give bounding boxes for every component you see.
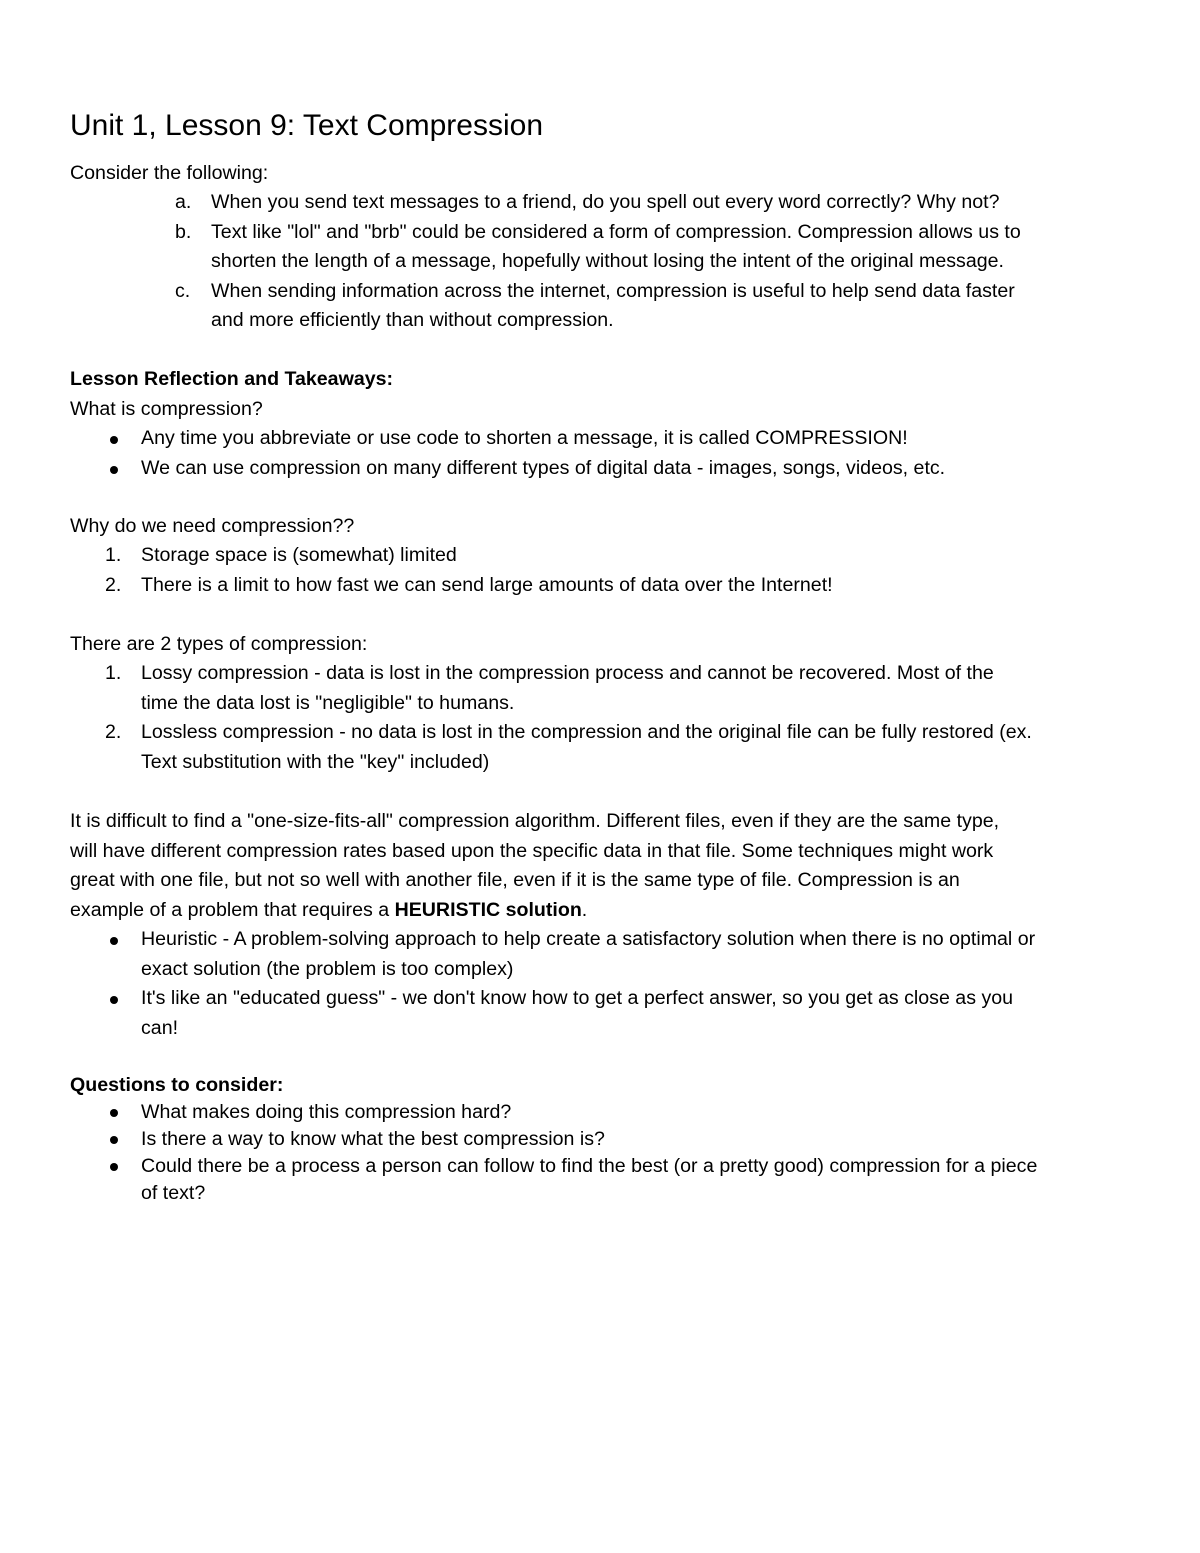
paragraph-text: . [581, 898, 588, 921]
list-item [70, 218, 1132, 277]
list-item [70, 188, 1132, 218]
paragraph-line: great with one file, but not so well with another file, even if it is the same type of file. Compression is an [70, 869, 960, 892]
questions-bullets [70, 1099, 1132, 1207]
list-item-text: Could there be a process a person can follow to find the best (or a pretty good) compression for a piece [141, 1155, 1038, 1177]
list-item-text: Text like "lol" and "brb" could be considered a form of compression. Compression allows us to [211, 220, 1021, 243]
bullet-icon [110, 1136, 118, 1144]
list-item-text: can! [141, 1016, 179, 1039]
list-item [70, 571, 1132, 601]
list-item-text: What makes doing this compression hard? [141, 1101, 512, 1123]
questions-heading: Questions to consider: [70, 1074, 284, 1096]
list-item-text: When sending information across the internet, compression is useful to help send data faster [211, 279, 1015, 302]
consider-list [70, 188, 1132, 336]
list-marker: a. [175, 191, 192, 213]
paragraph-text: example of a problem that requires a [70, 898, 395, 921]
list-item [70, 718, 1132, 777]
list-item-text: Heuristic - A problem-solving approach to help create a satisfactory solution when there is no optimal or [141, 928, 1036, 950]
list-item [70, 925, 1132, 984]
list-marker: 2. [105, 573, 122, 596]
reflection-question: What is compression? [70, 397, 263, 420]
paragraph-line: It is difficult to find a "one-size-fits-all" compression algorithm. Different files, even if they are the same type, [70, 810, 1000, 832]
list-item-text: Storage space is (somewhat) limited [141, 544, 457, 566]
types-section [70, 630, 1132, 660]
list-item-text: time the data lost is "negligible" to humans. [141, 691, 515, 714]
list-item [70, 984, 1132, 1043]
list-item-text: Lossless compression - no data is lost in the compression and the original file can be fully restored (ex. [141, 721, 1032, 744]
heuristic-paragraph [70, 807, 1132, 925]
paragraph-line-last [70, 896, 1132, 926]
list-marker: 1. [105, 662, 122, 684]
heuristic-emphasis: HEURISTIC solution [394, 898, 582, 921]
list-marker: b. [175, 220, 192, 243]
types-intro: There are 2 types of compression: [70, 633, 368, 655]
list-item-text: It's like an "educated guess" - we don't know how to get a perfect answer, so you get as close as you [141, 987, 1014, 1010]
consider-section [70, 159, 1132, 189]
why-section [70, 512, 1132, 542]
list-item-text: of text? [141, 1182, 206, 1204]
list-item-text: There is a limit to how fast we can send large amounts of data over the Internet! [141, 573, 833, 596]
bullet-icon [110, 937, 118, 945]
consider-intro: Consider the following: [70, 162, 269, 184]
list-item [70, 1126, 1132, 1153]
types-list [70, 659, 1132, 777]
list-item-text: exact solution (the problem is too complex) [141, 957, 514, 980]
reflection-heading: Lesson Reflection and Takeaways: [70, 368, 394, 390]
list-item [70, 1099, 1132, 1126]
list-marker: c. [175, 279, 191, 302]
paragraph-line: will have different compression rates based upon the specific data in that file. Some techniques might work [70, 839, 994, 862]
heuristic-bullets [70, 925, 1132, 1043]
list-item-text: and more efficiently than without compression. [211, 309, 614, 332]
list-item-text: Lossy compression - data is lost in the compression process and cannot be recovered. Most of the [141, 662, 994, 684]
why-list [70, 541, 1132, 600]
list-item-text: When you send text messages to a friend, do you spell out every word correctly? Why not? [211, 191, 1000, 213]
page-title: Unit 1, Lesson 9: Text Compression [70, 109, 544, 142]
list-item [70, 454, 1132, 484]
list-marker: 2. [105, 721, 122, 744]
list-item [70, 424, 1132, 454]
list-item [70, 541, 1132, 571]
list-item-text: Text substitution with the "key" included) [141, 750, 490, 773]
list-item [70, 1153, 1132, 1207]
list-item [70, 277, 1132, 336]
bullet-icon [110, 1163, 118, 1171]
list-item-text: Is there a way to know what the best compression is? [141, 1128, 605, 1150]
questions-section [70, 1071, 1132, 1101]
list-item-text: Any time you abbreviate or use code to shorten a message, it is called COMPRESSION! [141, 427, 908, 449]
bullet-icon [110, 996, 118, 1004]
bullet-icon [110, 466, 118, 474]
why-question: Why do we need compression?? [70, 515, 355, 537]
reflection-bullets [70, 424, 1132, 483]
reflection-section [70, 365, 1132, 424]
list-marker: 1. [105, 544, 122, 566]
bullet-icon [110, 1109, 118, 1117]
list-item-text: shorten the length of a message, hopefully without losing the intent of the original message. [211, 250, 1004, 273]
list-item-text: We can use compression on many different types of digital data - images, songs, videos, etc. [141, 456, 946, 479]
list-item [70, 659, 1132, 718]
bullet-icon [110, 436, 118, 444]
